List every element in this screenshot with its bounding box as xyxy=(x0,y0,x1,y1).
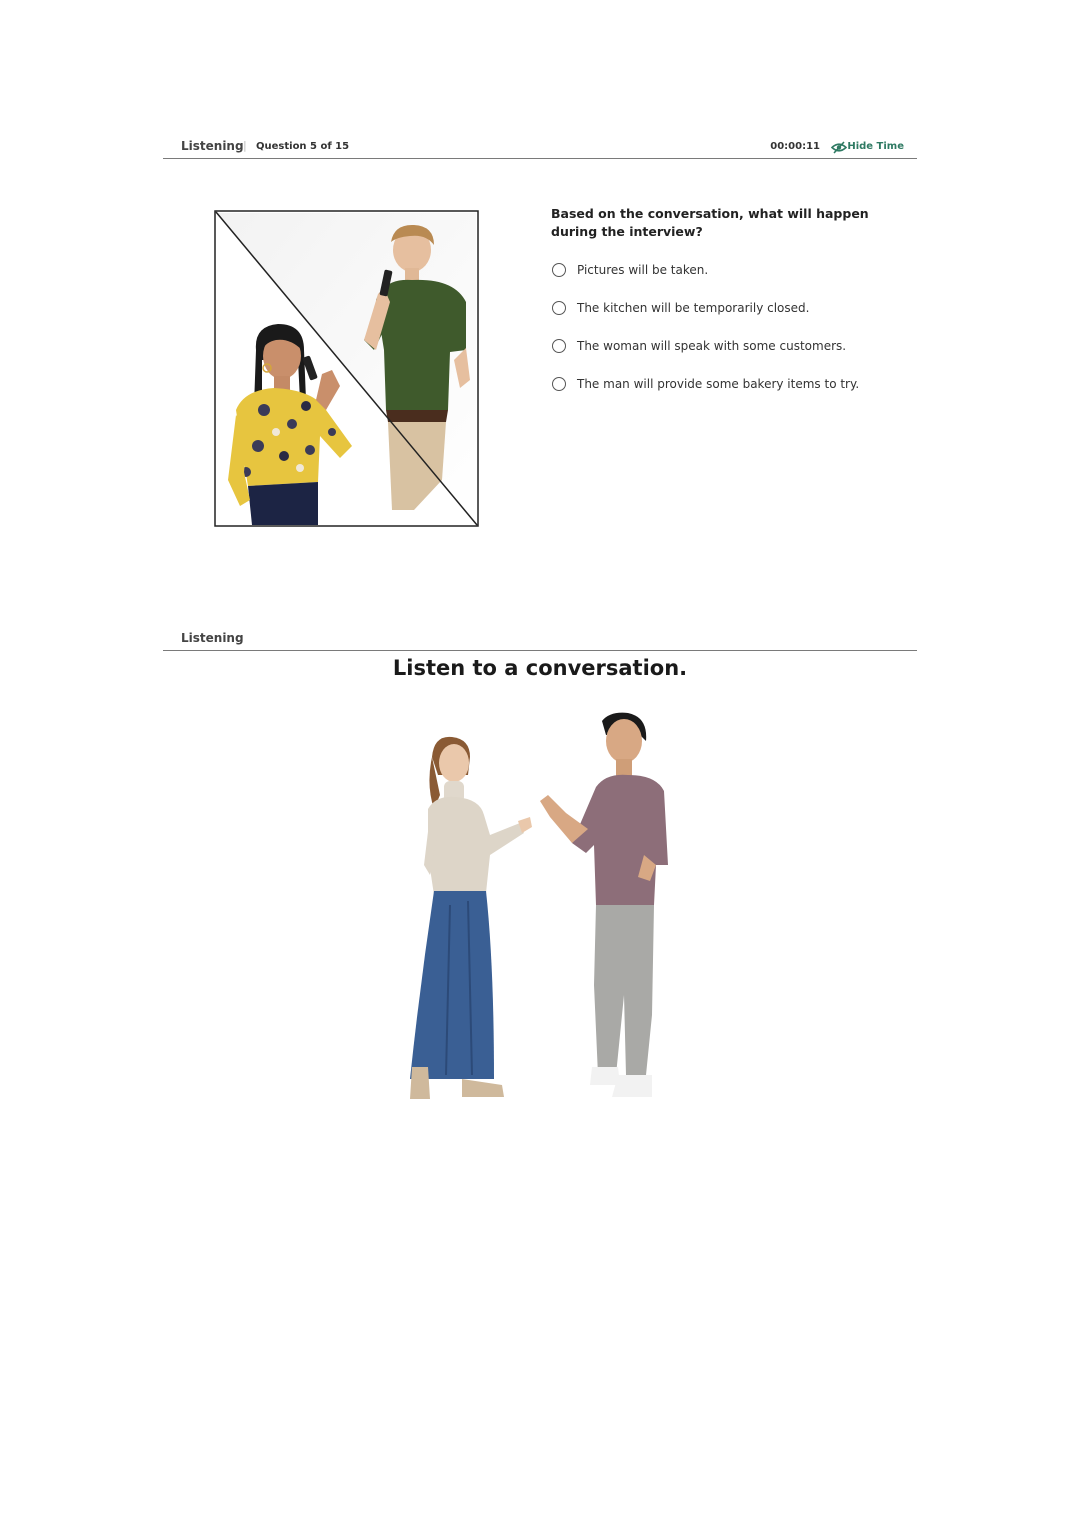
answer-option[interactable] xyxy=(552,260,708,280)
timer: 00:00:11 xyxy=(770,141,820,152)
answer-option[interactable] xyxy=(552,374,859,394)
radio-circle-icon[interactable] xyxy=(552,263,566,277)
question-text: Based on the conversation, what will happen during the interview? xyxy=(551,206,869,239)
hide-time-button[interactable]: Hide Time xyxy=(847,141,904,152)
radio-circle-icon[interactable] xyxy=(552,377,566,391)
woman-figure xyxy=(410,737,532,1099)
eye-slash-icon[interactable] xyxy=(831,139,847,158)
page1-header xyxy=(163,134,917,159)
answer-option[interactable] xyxy=(552,298,809,318)
section-title: Listening xyxy=(181,139,244,153)
option-label: The man will provide some bakery items to try. xyxy=(577,377,860,391)
option-label: The kitchen will be temporarily closed. xyxy=(577,301,810,315)
header-divider: | xyxy=(243,139,247,152)
radio-circle-icon[interactable] xyxy=(552,339,566,353)
radio-circle-icon[interactable] xyxy=(552,301,566,315)
question-counter: Question 5 of 15 xyxy=(256,141,350,152)
man-figure xyxy=(540,713,668,1097)
option-label: Pictures will be taken. xyxy=(577,263,709,277)
instruction-heading: Listen to a conversation. xyxy=(392,656,688,680)
answer-option[interactable] xyxy=(552,336,846,356)
phone-conversation-image xyxy=(214,210,479,527)
option-label: The woman will speak with some customers. xyxy=(577,339,847,353)
section-title: Listening xyxy=(181,631,244,645)
page2-header xyxy=(163,626,917,651)
conversation-image xyxy=(390,705,690,1105)
